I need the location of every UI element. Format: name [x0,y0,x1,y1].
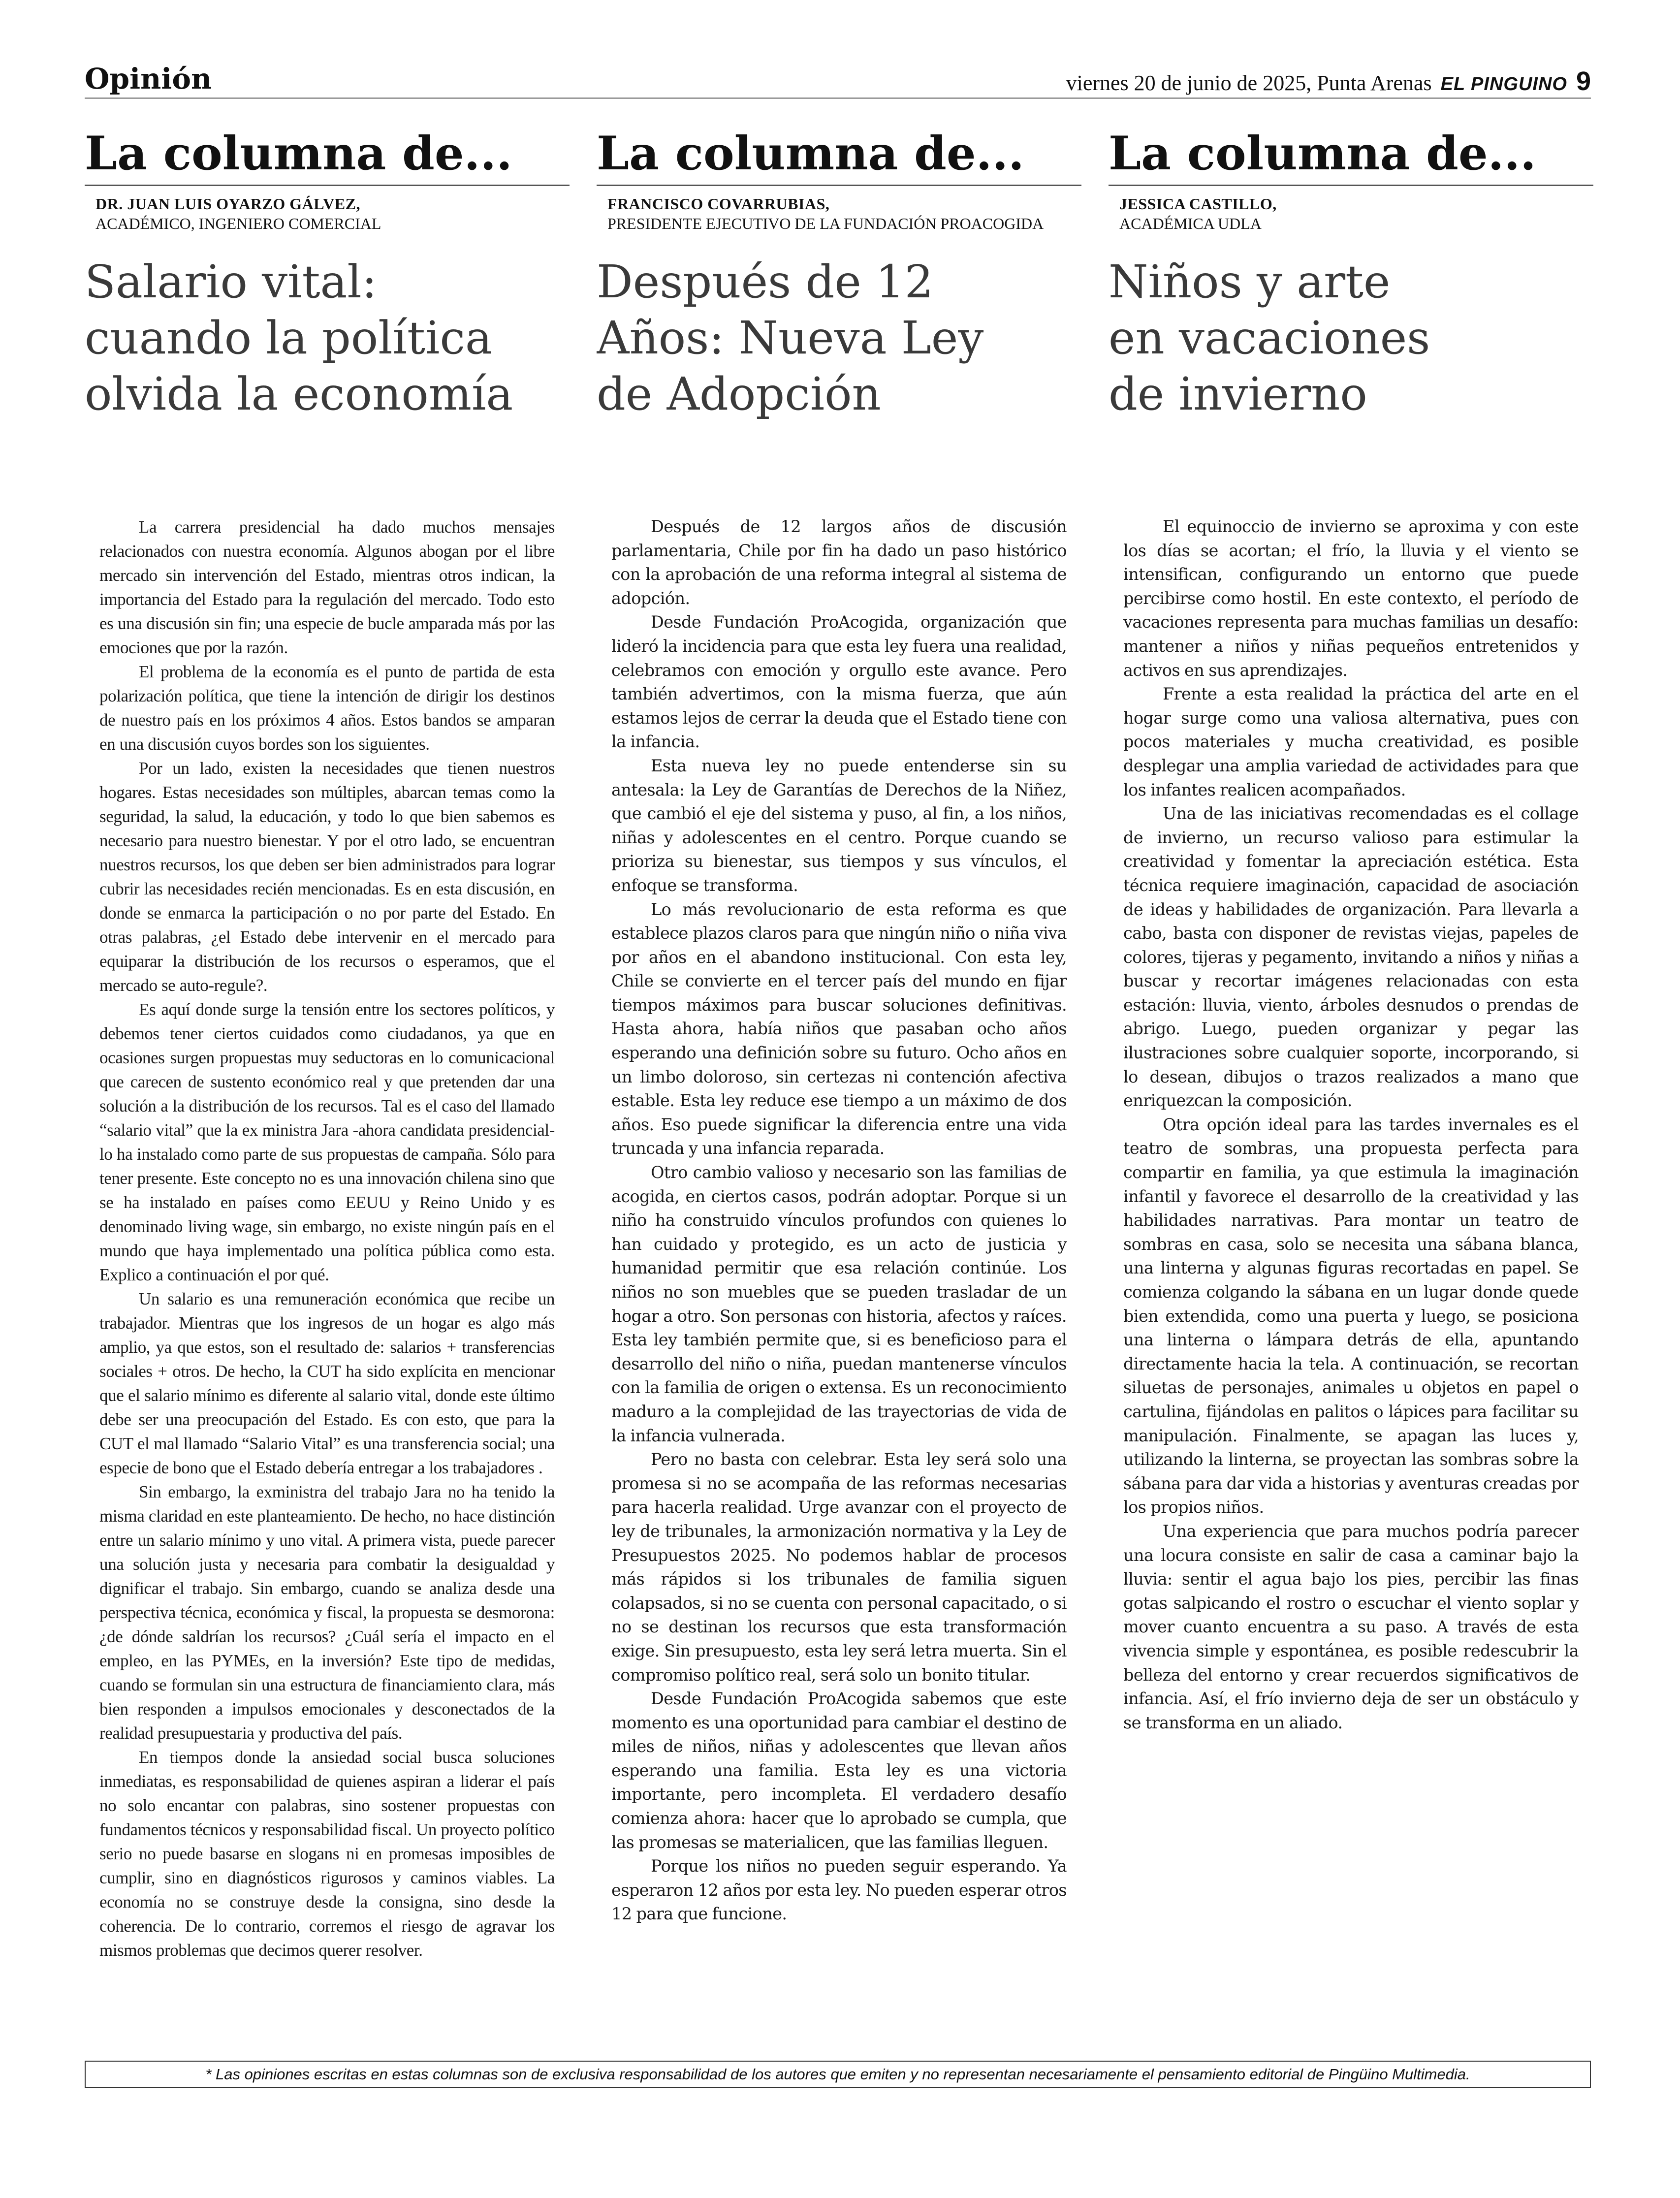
body-paragraph: Frente a esta realidad la práctica del arte en el hogar surge como una valiosa alternativa, pues con pocos materiales y mucha creatividad, es posible desplegar una amplia variedad de actividades para que los infantes realicen acompañados. [1123,684,1579,799]
article-headline [85,254,570,461]
page-number: 9 [1576,66,1591,96]
headline-line: Después de 12 [597,255,934,308]
opinion-column-3 [1109,130,1593,2011]
body-paragraph: Lo más revolucionario de esta reforma es que establece plazos claros para que ningún niño o niña viva por años en el abandono institucional. Con esta ley, Chile se convierte en el tercer país del mundo en fijar tiempos máximos para buscar soluciones definitivas. Hasta ahora, había niños que pasaban ocho años esperando una definición sobre su futuro. Ocho años en un limbo doloroso, sin certezas ni contención afectiva estable. Esta ley reduce ese tiempo a un máximo de dos años. Eso puede significar la diferencia entre una vida truncada y una infancia reparada. [611,899,1067,1158]
disclaimer-box: * Las opiniones escritas en estas columnas son de exclusiva responsabilidad de los autores que emiten y no representan necesariamente el pensamiento editorial de Pingüino Multimedia. [85,2061,1591,2088]
newspaper-logo: EL PINGUINO [1440,74,1567,95]
body-paragraph: Desde Fundación ProAcogida, organización que lideró la incidencia para que esta ley fuera una realidad, celebramos con emoción y orgullo este avance. Pero también advertimos, con la misma fuerza, que aún estamos lejos de cerrar la deuda que el Estado tiene con la infancia. [611,612,1067,752]
body-paragraph: Desde Fundación ProAcogida sabemos que este momento es una oportunidad para cambiar el destino de miles de niños, niñas y adolescentes que llevan años esperando una familia. Esta ley es una victoria importante, pero incompleta. El verdadero desafío comienza ahora: hacer que lo aprobado se cumpla, que las promesas se materialicen, que las familias lleguen. [611,1689,1067,1852]
body-paragraph: Una de las iniciativas recomendadas es el collage de invierno, un recurso valioso para estimular la creatividad y fomentar la apreciación estética. Esta técnica requiere imaginación, capacidad de asociación de ideas y habilidades de organización. Para llevarla a cabo, basta con disponer de revistas viejas, papeles de colores, tijeras y pegamento, invitando a niños y niñas a buscar y recortar imágenes relacionadas con esta estación: lluvia, viento, árboles desnudos o prendas de abrigo. Luego, pueden organizar y pegar las ilustraciones sobre cualquier soporte, incorporando, si lo desean, dibujos o trazos realizados a mano que enriquezcan la composición. [1123,804,1579,1111]
headline-line: en vacaciones [1109,312,1430,364]
author-name: DR. JUAN LUIS OYARZO GÁLVEZ, [95,195,360,213]
headline-line: de invierno [1109,368,1367,420]
body-paragraph: Porque los niños no pueden seguir esperando. Ya esperaron 12 años por esta ley. No pueden esperar otros 12 para que funcione. [611,1856,1067,1924]
body-paragraph: Una experiencia que para muchos podría parecer una locura consiste en salir de casa a caminar bajo la lluvia: sentir el agua bajo los pies, percibir las finas gotas salpicando el rostro o escuchar el viento soplar y mover cuanto encuentra a su paso. A través de esta vivencia simple y espontánea, es posible redescubrir la belleza del entorno y crear recuerdos significativos de infancia. Así, el frío invierno deja de ser un obstáculo y se transforma en un aliado. [1123,1521,1579,1732]
headline-line: Salario vital: [85,255,377,308]
headline-line: de Adopción [597,368,881,420]
body-paragraph: Sin embargo, la exministra del trabajo Jara no ha tenido la misma claridad en este planteamiento. De hecho, no hace distinción entre un salario mínimo y uno vital. A primera vista, puede parecer una solución justa y necesaria para combatir la desigualdad y dignificar el trabajo. Sin embargo, cuando se analiza desde una perspectiva técnica, económica y fiscal, la propuesta se desmorona: ¿de dónde saldrían los recursos? ¿Cuál sería el impacto en el empleo, en las PYMEs, en la inversión? Este tipo de medidas, cuando se formulan sin una estructura de financiamiento clara, más bien responden a impulsos emocionales y desconectados de la realidad presupuestaria y productiva del país. [99,1482,555,1743]
article-headline [597,254,1081,461]
body-paragraph: El equinoccio de invierno se aproxima y con este los días se acortan; el frío, la lluvia y el viento se intensifican, configurando un entorno que puede percibirse como hostil. En este contexto, el período de vacaciones representa para muchas familias un desafío: mantener a niños y niñas pequeños entretenidos y activos en sus aprendizajes. [1123,517,1579,680]
body-paragraph: Otro cambio valioso y necesario son las familias de acogida, en ciertos casos, podrán adoptar. Porque si un niño ha construido vínculos profundos con quienes lo han cuidado y protegido, es un acto de justicia y humanidad permitir que esa relación continúe. Los niños no son muebles que se pueden trasladar de un hogar a otro. Son personas con historia, afectos y raíces. Esta ley también permite que, si es beneficioso para el desarrollo del niño o niña, puedan mantenerse vínculos con la familia de origen o extensa. Es un reconocimiento maduro a la complejidad de las trayectorias de vida de la infancia vulnerada. [611,1163,1067,1445]
headline-line: cuando la política [85,312,492,364]
article-body [597,515,1081,1926]
body-paragraph: En tiempos donde la ansiedad social busca soluciones inmediatas, es responsabilidad de quienes aspiran a liderar el país no solo encantar con palabras, sino sostener propuestas con fundamentos técnicos y responsabilidad fiscal. Un proyecto político serio no puede basarse en slogans ni en promesas imposibles de cumplir, sino en diagnósticos rigurosos y caminos viables. La economía no se construye desde la consigna, sino desde la coherencia. De lo contrario, corremos el riesgo de agravar los mismos problemas que decimos querer resolver. [99,1748,555,1960]
body-paragraph: El problema de la economía es el punto de partida de esta polarización política, que tiene la intención de dirigir los destinos de nuestro país en los próximos 4 años. Estos bandos se amparan en una discusión cuyos bordes son los siguientes. [99,662,555,754]
body-paragraph: Otra opción ideal para las tardes invernales es el teatro de sombras, una propuesta perfecta para compartir en familia, ya que estimula la imaginación infantil y favorece el desarrollo de la creatividad y las habilidades narrativas. Para montar un teatro de sombras en casa, solo se necesita una sábana blanca, una linterna y algunas figuras recortadas en papel. Se comienza colgando la sábana en un lugar donde quede bien extendida, como una puerta y luego, se posiciona una linterna o lámpara detrás de ella, apuntando directamente hacia la tela. A continuación, se recortan siluetas de personajes, animales u objetos en papel o cartulina, fijándolas en palitos o lápices para facilitar su manipulación. Finalmente, se apagan las luces y, utilizando la linterna, se proyectan las sombras sobre la sábana para dar vida a historias y aventuras creadas por los propios niños. [1123,1115,1579,1517]
article-headline [1109,254,1593,461]
byline [1109,194,1593,245]
section-title: Opinión [85,62,212,96]
body-paragraph: Después de 12 largos años de discusión parlamentaria, Chile por fin ha dado un paso histórico con la aprobación de una reforma integral al sistema de adopción. [611,517,1067,608]
headline-line: Años: Nueva Ley [597,312,984,364]
author-name: JESSICA CASTILLO, [1119,195,1277,213]
byline [85,194,570,245]
body-paragraph: Esta nueva ley no puede entenderse sin su antesala: la Ley de Garantías de Derechos de la Niñez, que cambió el eje del sistema y puso, al fin, a los niños, niñas y adolescentes en el centro. Porque cuando se prioriza su bienestar, sus tiempos y sus vínculos, el enfoque se transforma. [611,756,1067,895]
headline-line: Niños y arte [1109,255,1391,308]
opinion-column-2 [597,130,1081,2011]
author-name: FRANCISCO COVARRUBIAS, [607,195,830,213]
body-paragraph: Pero no basta con celebrar. Esta ley será solo una promesa si no se acompaña de las reformas necesarias para hacerla realidad. Urge avanzar con el proyecto de ley de tribunales, la armonización normativa y la Ley de Presupuestos 2025. No podemos hablar de procesos más rápidos si los tribunales de familia siguen colapsados, si no se cuenta con personal capacitado, o si no se destinan los recursos que esta transformación exige. Sin presupuesto, esta ley será letra muerta. Sin el compromiso político real, será solo un bonito titular. [611,1450,1067,1685]
author-role: ACADÉMICA UDLA [1119,215,1262,232]
dateline [1066,66,1591,96]
body-paragraph: Es aquí donde surge la tensión entre los sectores políticos, y debemos tener ciertos cuidados como ciudadanos, ya que en ocasiones surgen propuestas muy seductoras en lo comunicacional que carecen de sustento económico real y que pretenden dar una solución a la distribución de los recursos. Tal es el caso del llamado “salario vital” que la ex ministra Jara -ahora candidata presidencial- lo ha instalado como parte de sus propuestas de campaña. Sólo para tener presente. Este concepto no es una innovación chilena sino que se ha instalado en países como EEUU y Reino Unido y es denominado living wage, sin embargo, no existe ningún país en el mundo que haya implementado una política pública como esta. Explico a continuación el por qué. [99,1000,555,1284]
byline [597,194,1081,245]
column-kicker: La columna de... [597,130,1081,186]
article-body [1109,515,1593,1735]
column-kicker: La columna de... [1109,130,1593,186]
body-paragraph: Un salario es una remuneración económica que recibe un trabajador. Mientras que los ingresos de un hogar es algo más amplio, ya que estos, son el resultado de: salarios + transferencias sociales + otros. De hecho, la CUT ha sido explícita en mencionar que el salario mínimo es diferente al salario vital, donde este último debe ser una preocupación del Estado. Es con esto, que para la CUT el mal llamado “Salario Vital” es una transferencia social; una especie de bono que el Estado debería entregar a los trabajadores . [99,1289,555,1477]
headline-line: olvida la economía [85,368,513,420]
date-text: viernes 20 de junio de 2025, Punta Arenas [1066,71,1432,95]
author-role: ACADÉMICO, INGENIERO COMERCIAL [95,215,381,232]
author-role: PRESIDENTE EJECUTIVO DE LA FUNDACIÓN PROACOGIDA [607,215,1044,232]
page-header [85,63,1591,99]
article-body [85,515,570,1962]
column-kicker: La columna de... [85,130,570,186]
body-paragraph: La carrera presidencial ha dado muchos mensajes relacionados con nuestra economía. Algunos abogan por el libre mercado sin intervención del Estado, mientras otros indican, la importancia del Estado para la regulación del mercado. Todo esto es una discusión sin fin; una especie de bucle amparada más por las emociones que por la razón. [99,517,555,657]
opinion-column-1 [85,130,570,2011]
body-paragraph: Por un lado, existen la necesidades que tienen nuestros hogares. Estas necesidades son múltiples, abarcan temas como la seguridad, la salud, la educación, y todo lo que bien sabemos es necesario para nuestro bienestar. Y por el otro lado, se encuentran nuestros recursos, los que deben ser bien administrados para lograr cubrir las necesidades recién mencionadas. Es en esta discusión, en donde se enmarca la participación o no por parte del Estado. En otras palabras, ¿el Estado debe intervenir en el mercado para equiparar la distribución de los recursos o esperamos, que el mercado se auto-regule?. [99,759,555,995]
